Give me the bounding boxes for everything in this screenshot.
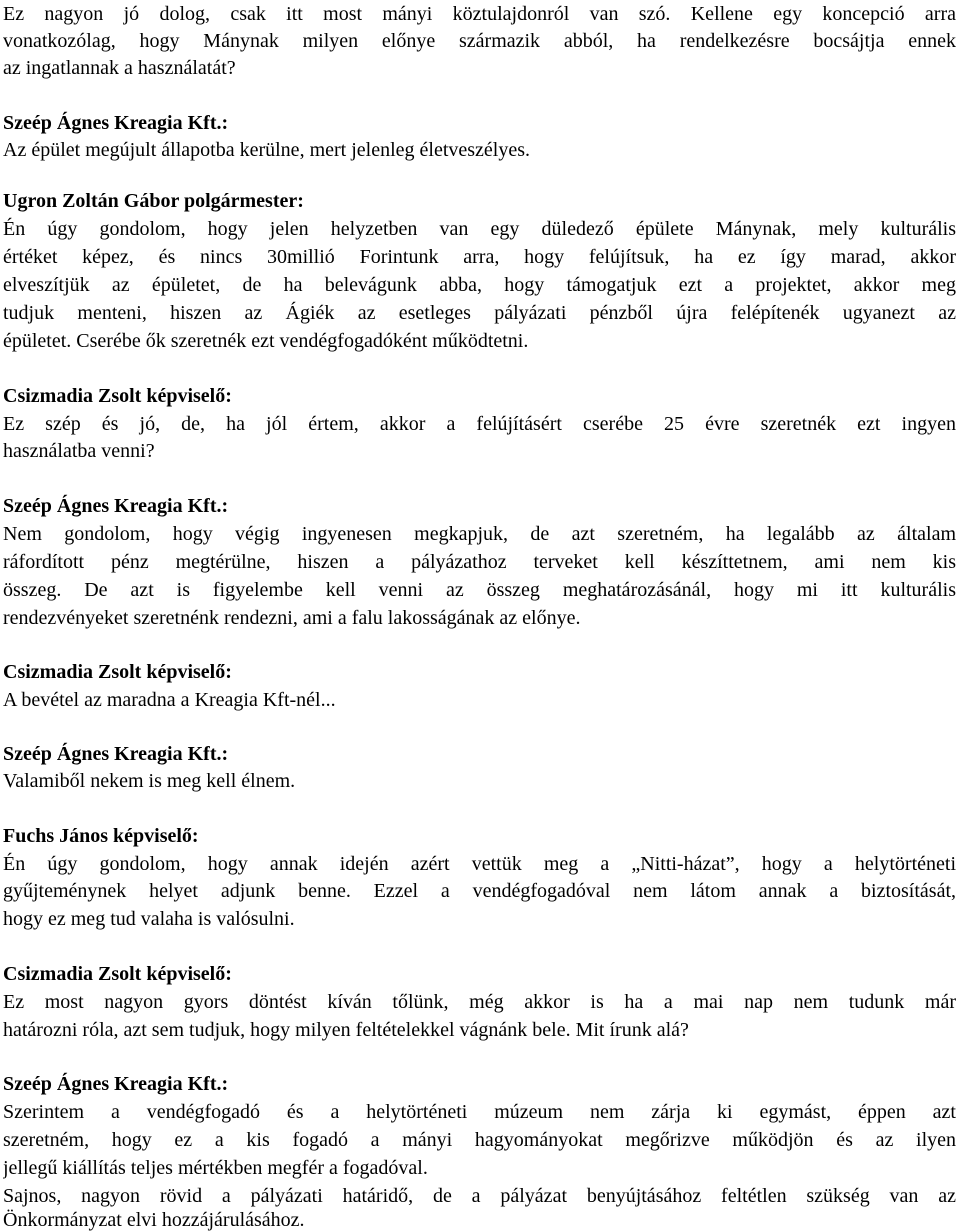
paragraph-line: szeretném, hogy ez a kis fogadó a mányi hagyományokat megőrizve működjön és az ilyen [3, 1129, 956, 1151]
paragraph-line: ráfordított pénz megtérülne, hiszen a pályázathoz terveket kell készíttetnem, ami nem kis [3, 551, 956, 573]
paragraph-line: Sajnos, nagyon rövid a pályázati határidő, de a pályázat benyújtásához feltétlen szükség van az [3, 1185, 956, 1207]
paragraph-line: Én úgy gondolom, hogy jelen helyzetben van egy düledező épülete Mánynak, mely kulturális [3, 218, 956, 240]
paragraph-line: Az épület megújult állapotba kerülne, mert jelenleg életveszélyes. [3, 139, 531, 161]
paragraph-line: tudjuk menteni, hiszen az Ágiék az esetleges pályázati pénzből újra felépítenék ugyanezt az [3, 302, 956, 324]
paragraph-line: Önkormányzat elvi hozzájárulásához. [3, 1209, 305, 1231]
speaker-name: Csizmadia Zsolt képviselő: [3, 963, 232, 985]
paragraph-line: Szerintem a vendégfogadó és a helytörténeti múzeum nem zárja ki egymást, éppen azt [3, 1101, 956, 1123]
speaker-name: Szeép Ágnes Kreagia Kft.: [3, 743, 229, 765]
speaker-name: Fuchs János képviselő: [3, 825, 199, 847]
paragraph-line: értéket képez, és nincs 30millió Forintunk arra, hogy felújítsuk, ha ez így marad, akkor [3, 246, 956, 268]
speaker-name: Csizmadia Zsolt képviselő: [3, 661, 232, 683]
paragraph-line: vonatkozólag, hogy Mánynak milyen előnye származik abból, ha rendelkezésre bocsájtja ennek [3, 30, 956, 52]
speaker-name: Szeép Ágnes Kreagia Kft.: [3, 112, 229, 134]
paragraph-line: Ez most nagyon gyors döntést kíván tőlünk, még akkor is ha a mai nap nem tudunk már [3, 991, 956, 1013]
paragraph-line: elveszítjük az épületet, de ha belevágunk abba, hogy támogatjuk ezt a projektet, akkor meg [3, 274, 956, 296]
paragraph-line: gyűjteménynek helyet adjunk benne. Ezzel a vendégfogadóval nem látom annak a biztosítását, [3, 880, 956, 902]
paragraph-line: összeg. De azt is figyelembe kell venni az összeg meghatározásánál, hogy mi itt kulturális [3, 579, 956, 601]
paragraph-line: Én úgy gondolom, hogy annak idején azért vettük meg a „Nitti-házat”, hogy a helytörténeti [3, 853, 956, 875]
speaker-name: Ugron Zoltán Gábor polgármester: [3, 190, 304, 212]
paragraph-line: Ez szép és jó, de, ha jól értem, akkor a felújításért cserébe 25 évre szeretnék ezt ingyen [3, 413, 956, 435]
speaker-name: Szeép Ágnes Kreagia Kft.: [3, 495, 229, 517]
paragraph-line: jellegű kiállítás teljes mértékben megfér a fogadóval. [3, 1157, 428, 1179]
paragraph-line: Nem gondolom, hogy végig ingyenesen megkapjuk, de azt szeretném, ha legalább az általam [3, 523, 956, 545]
paragraph-line: épületet. Cserébe ők szeretnék ezt vendégfogadóként működtetni. [3, 330, 529, 352]
paragraph-line: határozni róla, azt sem tudjuk, hogy milyen feltételekkel vágnánk bele. Mit írunk alá? [3, 1019, 689, 1041]
paragraph-line: Ez nagyon jó dolog, csak itt most mányi köztulajdonról van szó. Kellene egy koncepció arra [3, 3, 956, 25]
speaker-name: Szeép Ágnes Kreagia Kft.: [3, 1073, 229, 1095]
speaker-name: Csizmadia Zsolt képviselő: [3, 385, 232, 407]
paragraph-line: hogy ez meg tud valaha is valósulni. [3, 908, 295, 930]
paragraph-line: használatba venni? [3, 440, 155, 462]
paragraph-line: az ingatlannak a használatát? [3, 57, 236, 79]
paragraph-line: A bevétel az maradna a Kreagia Kft-nél... [3, 689, 336, 711]
paragraph-line: rendezvényeket szeretnénk rendezni, ami a falu lakosságának az előnye. [3, 607, 581, 629]
paragraph-line: Valamiből nekem is meg kell élnem. [3, 770, 296, 792]
